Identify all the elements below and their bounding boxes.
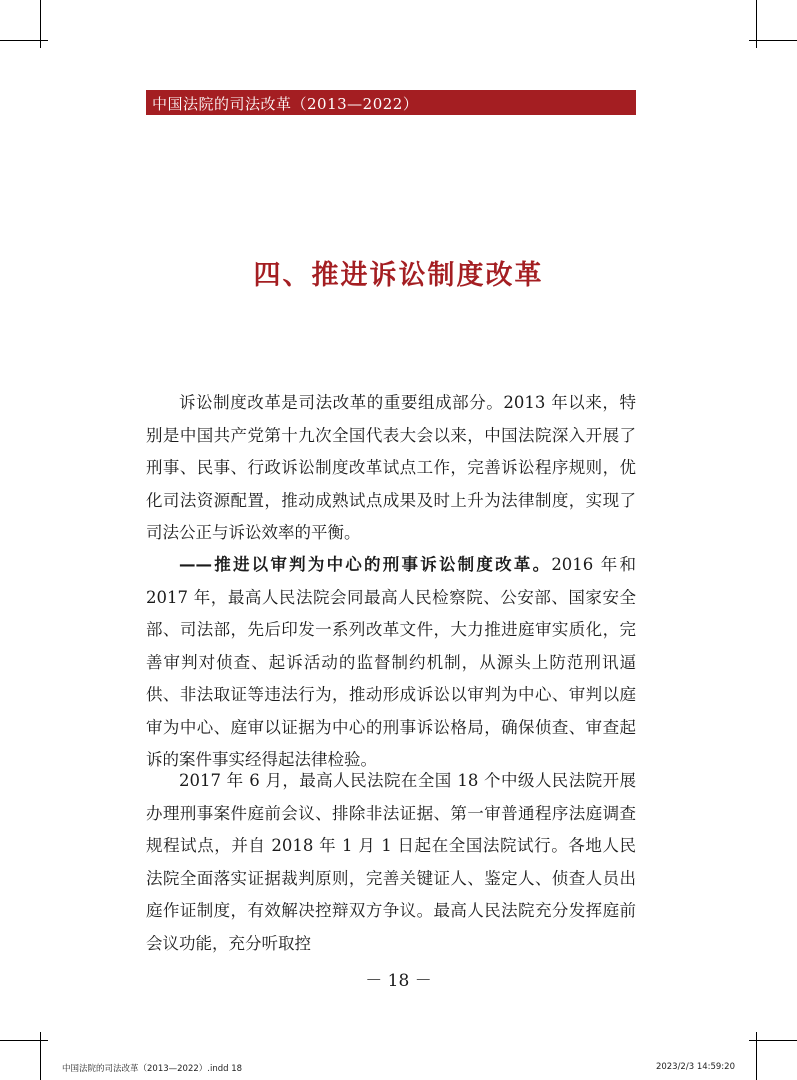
paragraph-2	[146, 549, 636, 777]
paragraph-1-text: 诉讼制度改革是司法改革的重要组成部分。2013 年以来，特别是中国共产党第十九次全国代表大会以来，中国法院深入开展了刑事、民事、行政诉讼制度改革试点工作，完善诉讼程序规则，优化司法资源配置，推动成熟试点成果及时上升为法律制度，实现了司法公正与诉讼效率的平衡。	[146, 393, 636, 542]
section-title: 四、推进诉讼制度改革	[253, 260, 544, 291]
crop-mark-top-left-h	[0, 40, 48, 41]
footer-timestamp: 2023/2/3 14:59:20	[655, 1062, 735, 1072]
paragraph-1	[146, 387, 636, 550]
page-number: － 18 －	[365, 971, 432, 991]
crop-mark-top-right-h	[749, 40, 797, 41]
paragraph-2-text: 2016 年和 2017 年，最高人民法院会同最高人民检察院、公安部、国家安全部、司法部，先后印发一系列改革文件，大力推进庭审实质化，完善审判对侦查、起诉活动的监督制约机制，从源头上防范刑讯逼供、非法取证等违法行为，推动形成诉讼以审判为中心、审判以庭审为中心、庭审以证据为中心的刑事诉讼格局，确保侦查、审查起诉的案件事实经得起法律检验。	[146, 555, 637, 769]
crop-mark-bottom-right-h	[749, 1040, 797, 1041]
paragraph-3-text: 2017 年 6 月，最高人民法院在全国 18 个中级人民法院开展办理刑事案件庭前会议、排除非法证据、第一审普通程序法庭调查规程试点，并自 2018 年 1 月 1 日起在全国法院试行。各地人民法院全面落实证据裁判原则，完善关键证人、鉴定人、侦查人员出庭作证制度，有效解决控辩双方争议。最高人民法院充分发挥庭前会议功能，充分听取控	[146, 771, 636, 953]
paragraph-2-lead: ——推进以审判为中心的刑事诉讼制度改革。	[179, 555, 552, 574]
running-header-title: 中国法院的司法改革（2013—2022）	[152, 95, 419, 113]
footer-file-name: 中国法院的司法改革（2013—2022）.indd 18	[62, 1064, 243, 1074]
paragraph-3	[146, 765, 636, 960]
running-header-bar	[146, 90, 636, 115]
crop-mark-bottom-left-h	[0, 1040, 48, 1041]
